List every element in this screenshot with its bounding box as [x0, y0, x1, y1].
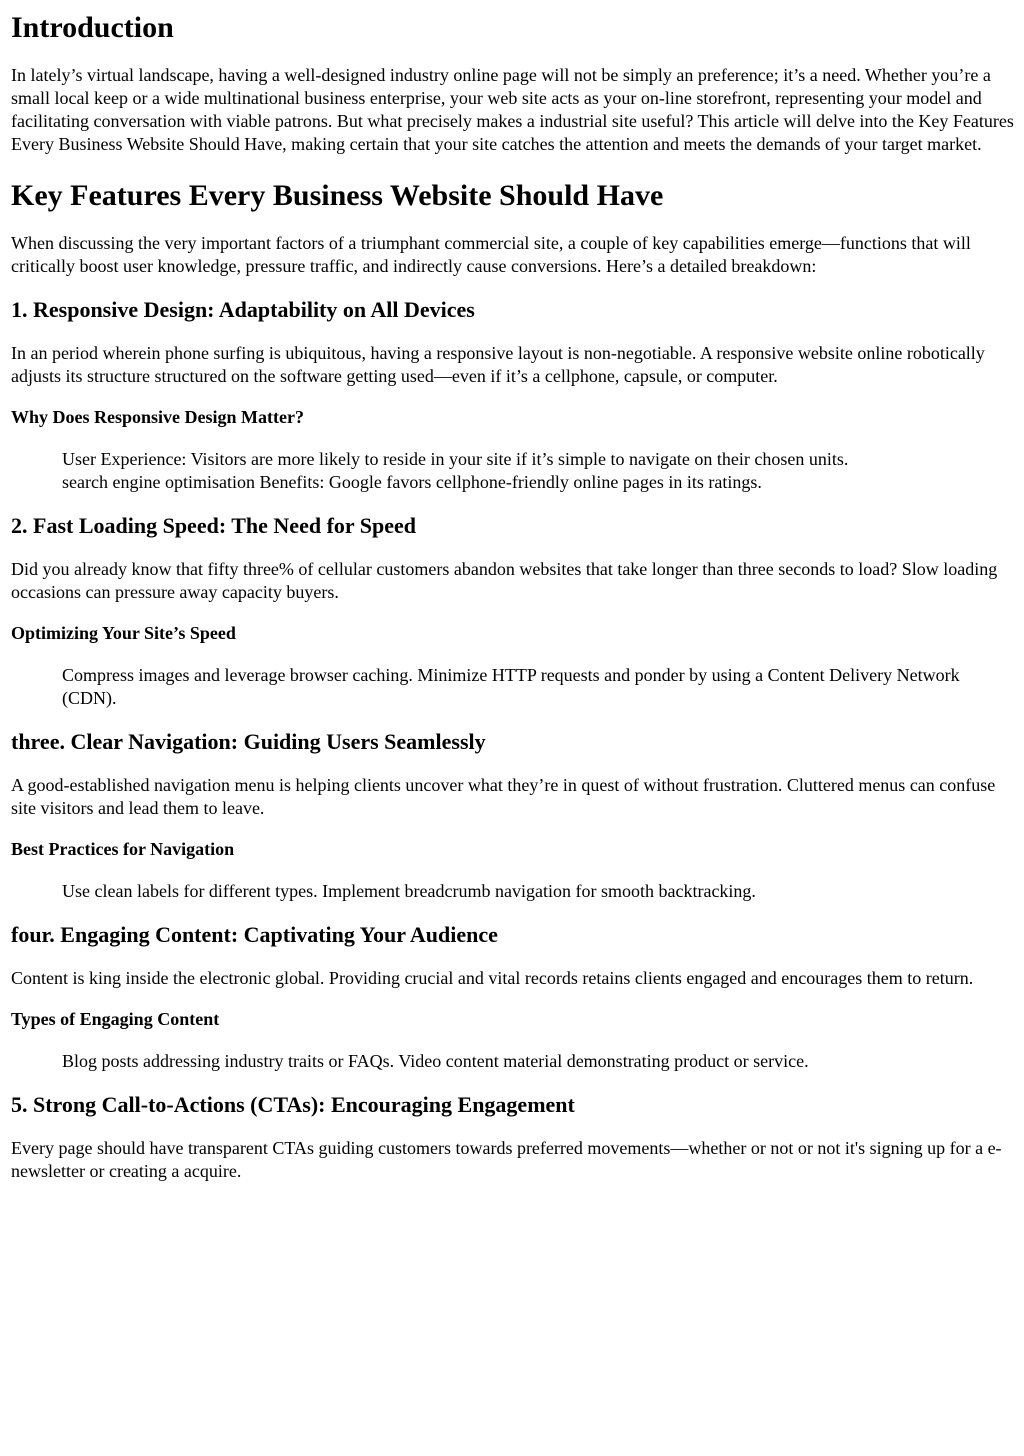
list-item: User Experience: Visitors are more likely to reside in your site if it’s simple to navigate on their chosen units.	[62, 449, 849, 469]
list-item: Blog posts addressing industry traits or FAQs. Video content material demonstrating product or service.	[62, 1051, 809, 1071]
intro-heading: Introduction	[11, 11, 174, 44]
list-item: Use clean labels for different types. Implement breadcrumb navigation for smooth backtracking.	[62, 881, 756, 901]
section-paragraph-loading-speed: Did you already know that fifty three% of cellular customers abandon websites that take longer than three seconds to load? Slow loading occasions can pressure away capacity buyers.	[11, 559, 998, 602]
subheading-content-types: Types of Engaging Content	[11, 1009, 220, 1029]
subheading-why-responsive: Why Does Responsive Design Matter?	[11, 407, 304, 427]
content-list	[62, 1050, 1016, 1073]
section-heading-navigation: three. Clear Navigation: Guiding Users Seamlessly	[11, 729, 486, 754]
navigation-list	[62, 880, 1016, 903]
section-paragraph-ctas: Every page should have transparent CTAs guiding customers towards preferred movements—whether or not or not it's signing up for a e-newsletter or creating a acquire.	[11, 1138, 1002, 1181]
features-heading: Key Features Every Business Website Should Have	[11, 179, 664, 212]
subheading-navigation-practices: Best Practices for Navigation	[11, 839, 235, 859]
section-paragraph-responsive-design: In an period wherein phone surfing is ubiquitous, having a responsive layout is non-negotiable. A responsive website online robotically adjusts its structure structured on the software getting used—even if it’s a cellphone, capsule, or computer.	[11, 343, 985, 386]
intro-paragraph: In lately’s virtual landscape, having a well-designed industry online page will not be simply an preference; it’s a need. Whether you’re a small local keep or a wide multinational business enterprise, your web site acts as your on-line storefront, representing your model and facilitating conversation with viable patrons. But what precisely makes a industrial site useful? This article will delve into the Key Features Every Business Website Should Have, making certain that your site catches the attention and meets the demands of your target market.	[11, 65, 1014, 154]
features-paragraph: When discussing the very important factors of a triumphant commercial site, a couple of key capabilities emerge—functions that will critically boost user knowledge, pressure traffic, and indirectly cause conversions. Here’s a detailed breakdown:	[11, 233, 971, 276]
list-item: Compress images and leverage browser caching. Minimize HTTP requests and ponder by using a Content Delivery Network (CDN).	[62, 665, 960, 708]
article	[0, 10, 1024, 1183]
responsive-list	[62, 448, 1016, 494]
section-heading-loading-speed: 2. Fast Loading Speed: The Need for Speed	[11, 513, 417, 538]
subheading-optimizing-speed: Optimizing Your Site’s Speed	[11, 623, 236, 643]
speed-list	[62, 664, 1016, 710]
list-item: search engine optimisation Benefits: Google favors cellphone-friendly online pages in its ratings.	[62, 472, 762, 492]
section-heading-responsive-design: 1. Responsive Design: Adaptability on All Devices	[11, 297, 475, 322]
section-heading-engaging-content: four. Engaging Content: Captivating Your Audience	[11, 922, 498, 947]
section-paragraph-engaging-content: Content is king inside the electronic global. Providing crucial and vital records retains clients engaged and encourages them to return.	[11, 968, 974, 988]
section-heading-ctas: 5. Strong Call-to-Actions (CTAs): Encouraging Engagement	[11, 1092, 575, 1117]
section-paragraph-navigation: A good-established navigation menu is helping clients uncover what they’re in quest of without frustration. Cluttered menus can confuse site visitors and lead them to leave.	[11, 775, 996, 818]
